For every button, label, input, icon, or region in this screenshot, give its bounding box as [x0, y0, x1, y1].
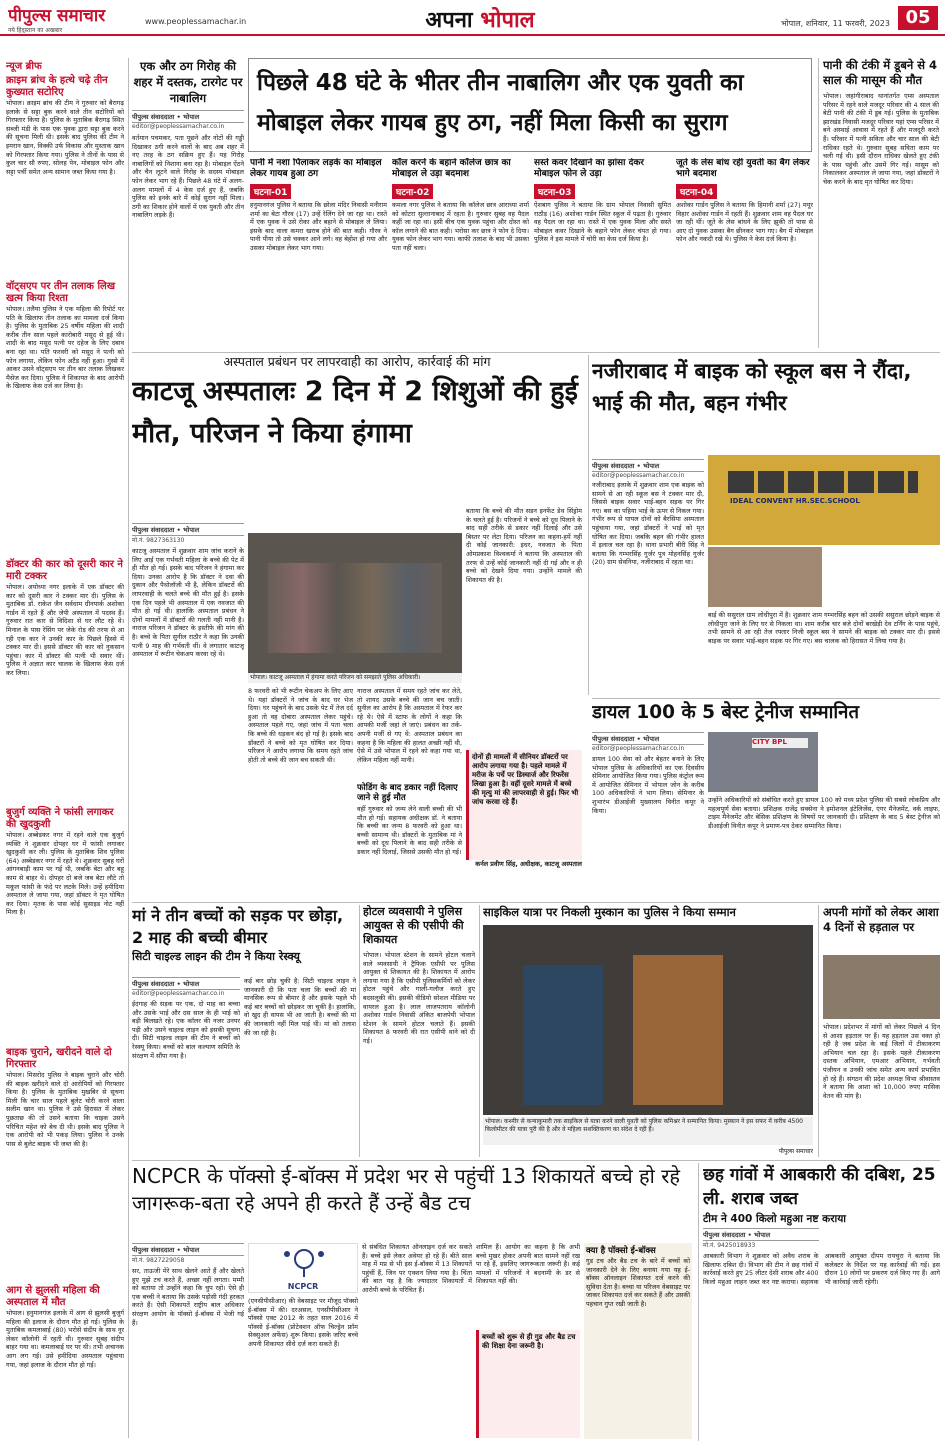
- brief-title: बुजुर्ग व्यक्ति ने फांसी लगाकर की खुदकुशी: [6, 807, 114, 830]
- thug-main-headline: पिछले 48 घंटे के भीतर तीन नाबालिग और एक युवती का मोबाइल लेकर गायब हुए ठग, नहीं मिला किसी का सुराग: [257, 70, 744, 136]
- brief-body: भोपाल। हनुमानगंज इलाके में आग से झुलसी बुजुर्ग महिला की इलाज के दौरान मौत हो गई। पुलिस के मुताबिक कमलाबाई (80) भरोसे संदीप के साथ नूर लेकर कॉलोनी में रहती थी। गुरुवार सुबह संदीप बाहर गया था। कमलाबाई घर पर थी। तभी अचानक आग लग गई। उसे हमीदिया अस्पताल पहुंचाया गया, जहां इलाज के दौरान मौत हो गई।: [6, 1309, 124, 1369]
- katju-col-1: [132, 523, 244, 893]
- asha-story: [823, 905, 940, 1157]
- mother-story: [132, 905, 356, 1157]
- brief-body: भोपाल। मिसरोद पुलिस ने बाइक चुराने और चोरी की बाइक खरीदने वाले दो आरोपियों को गिरफ्तार किया है। पुलिस के मुताबिक मुखबिर से सूचना मिली कि चार साल पहले बुलेट चोरी करने वाला सलीम खान था। पुलिस ने उसे हिरासत में लेकर पूछताछ की तो उसने बताया कि चाइक उसने परिचित महेश को बेच दी थी। इसके बाद पुलिस ने एक आरोपी को भी पकड़ लिया। पुलिस ने उनके पास से बुलेट बाइक भी जब्त की है।: [6, 1071, 124, 1148]
- byline: पीपुल्स संवाददाता • भोपाल: [703, 1228, 819, 1241]
- nazirabad-story: [592, 355, 940, 697]
- water-tank-headline: पानी की टंकी में डूबने से 4 साल की मासूम की मौत: [823, 58, 938, 87]
- logo-tagline: नये हिंदुस्तान का अखबार: [8, 27, 63, 33]
- cycle-photo: [483, 925, 813, 1115]
- katju-photo: [248, 533, 462, 673]
- column-divider: [818, 58, 819, 348]
- column-divider: [128, 58, 129, 1438]
- katju-body: 8 फरवरी को भी रूटीन चेकअप के लिए आए थे। यहां डॉक्टरों ने जांच के बाद घर भेज दिया। घर पहुंचने के बाद उसके पेट में तेज दर्द हुआ तो वह दोबारा अस्पताल लेकर पहुंचे। अस्पताल पहले गए, जहां जांच में पता चला कि बच्चे की धड़कन बंद हो गई है। इसके बाद डॉक्टरों ने बच्चे को मृत घोषित कर दिया। परिजन ने आरोप लगाया कि समय रहते जांच होती तो बच्चे की जान बच सकती थी।: [248, 687, 353, 764]
- dial100-story: [592, 700, 940, 900]
- incident-body: कमला नगर पुलिस ने बताया कि कॉलेज छात्र आराध्या शर्मा को कोटरा सुल्तानाबाद में रहता है। गुरुवार सुबह वह पैदल कहीं जा रहा था। इसी बीच एक युवक पहुंचा और दोस्त को कॉल लगाने की बात कही। भरोसा कर छात्र ने फोन दे दिया। युवक फोन लेकर भाग गया। काफी तलाश के बाद भी उसका पता नहीं चला।: [392, 201, 529, 252]
- brief-title: क्राइम ब्रांच के हत्थे चढ़े तीन कुख्यात सटोरिए: [6, 75, 108, 98]
- incident-tag: घटना-02: [392, 184, 433, 199]
- nazirabad-body: बाई की ससुराल ग्राम लोधीपुरा में है। शुक्रवार शाम गम्भरसिंह बहन को उसकी ससुराल छोड़ने बाइक से लोधीपुरा जाने के लिए घर से निकला था। शाम करीब चार बजे दोनों बरखेड़ी देव टर्निंग के पास पहुंचे, तभी सामने से आ रही तेज रफ्तार निजी स्कूल बस ने सामने की बाइक को टक्कर मार दी। इससे बाइक पर सवार भाई-बहन सड़क पर गिर गए। बस चालक को हिरासत में लिया गया है।: [708, 611, 940, 645]
- section-title: [390, 4, 570, 34]
- brief-body: भोपाल। अब्बेडकर नगर में रहने वाले एक बुजुर्ग व्यक्ति ने शुक्रवार दोपहर घर में फांसी लगाकर खुदकुशी कर ली। पुलिस के मुताबिक शिव पुलिस (64) अब्बेडकर नगर में रहते थे। शुक्रवार सुबह घरों आंगनबाड़ी काम पर गई थी, जबकि बेटा और बहू काम से बाहर थे। दोपहर दो बजे जब बेटा लौटे तो मकूल फांसी के फंदे पर लटके मिले। उन्हें हमीदिया अस्पताल ले जाया गया, जहां डॉक्टर ने मृत घोषित कर दिया। मृतक के पास कोई सुसाइड नोट नहीं मिला है।: [6, 831, 124, 917]
- incident-4: [676, 158, 813, 350]
- mother-body: कई बार छोड़ चुकी है: सिटी चाइल्ड लाइन ने जानकारी दी कि पता चला कि बच्चों की मां मानसिक रूप से बीमार है और इसके पहले भी कई बार बच्चों को छोड़कर जा चुकी है। हालांकि, वो खुद ही वापस भी आ जाती है। बच्चों की मां की जानकारी नहीं मिल पाई थी। मां को तलाश की जा रही है।: [244, 977, 356, 1037]
- incident-tag: घटना-03: [534, 184, 575, 199]
- byline: पीपुल्स संवाददाता • भोपाल: [132, 977, 240, 990]
- hotel-story: [363, 905, 475, 1157]
- byline: पीपुल्स संवाददाता • भोपाल: [132, 1243, 244, 1256]
- mother-subhead: सिटी चाइल्ड लाइन की टीम ने किया रेस्क्यू: [132, 950, 300, 963]
- incident-title: पानी में नशा पिलाकर लड़के का मोबाइल लेकर गायब हुआ ठग: [250, 158, 382, 179]
- ncpcr-body: से संबंधित शिकायत ऑनलाइन दर्ज कर सकते हैं। बच्चे इसे लेकर अवेयर हो रहे हैं। बीते साल माह में मप्र से भी इस ई-बॉक्स में 13 शिकायतें पहुंचीं हैं, जिन पर एक्शन लिया गया है। चिंता की बात यह है कि ज्यादातर शिकायतों में आरोपी बच्चे के परिचित हैं।: [362, 1243, 472, 1294]
- dateline: भोपाल, शनिवार, 11 फरवरी, 2023: [780, 19, 890, 28]
- ncpcr-story: [132, 1163, 692, 1441]
- incident-title: सस्ते कवर दिखाने का झांसा देकर मोबाइल फोन ले उड़ा: [534, 158, 644, 179]
- news-brief-tag: न्यूज ब्रीफ: [6, 61, 42, 72]
- water-tank-story: [823, 58, 939, 348]
- asha-headline: अपनी मांगों को लेकर आशा 4 दिनों से हड़ताल पर: [823, 905, 939, 934]
- incident-tag: घटना-04: [676, 184, 717, 199]
- ncpcr-logo-icon: [249, 1244, 358, 1278]
- incident-title: जूते के लेस बांध रही युवती का बैग लेकर भागे बदमाश: [676, 158, 810, 179]
- incident-body: हनुमानगंज पुलिस ने बताया कि छोला मंदिर निवासी मनीराम शर्मा का बेटा गौरव (17) उन्हें रेलिंग देने जा रहा था। रास्ते में एक युवक ने उसे रोका और बहाने से मोबाइल ले लिया। इसके बाद वाला कमरा खराब होने की बात कही। गौरव ने पानी पीया तो उसे चक्कर आने लगे। वह बेहोश हो गया और उसका मोबाइल लेकर भाग गया।: [250, 201, 387, 252]
- website-url[interactable]: www.peoplessamachar.in: [145, 17, 247, 26]
- thug-main-headline-box: [248, 58, 812, 152]
- pocso-box-title: क्या है पॉक्सो ई-बॉक्स: [586, 1246, 656, 1256]
- photo-figures: [633, 955, 723, 1105]
- page-number: 05: [898, 6, 938, 30]
- incident-tag: घटना-01: [250, 184, 291, 199]
- water-tank-body: भोपाल। जहांगीराबाद थानांतर्गत एम्स अस्पताल परिसर में रहने वाले मजदूर परिवार की 4 साल की बेटी पानी की टंकी में डूब गई। पुलिस के मुताबिक झारखंड निवासी मजदूर परिवार यहां एम्स परिसर में बने अस्थाई आवास में रहते हैं और मजदूरी करते हैं। परिवार में पत्नी सविता और चार साल की बेटी राधिका रहते थे। गुरुवार सुबह सविता काम पर चली गई थी। इसी दौरान राधिका खेलते हुए टंकी के पास पहुंची और उसमें गिर गई। मासूम को निकालकर अस्पताल ले जाया गया, जहां डॉक्टरों ने चेक करने के बाद मृत घोषित कर दिया।: [823, 92, 939, 186]
- mother-body: ईदगाह की सड़क पर एक, दो माह का बच्चा और उसके भाई और दस साल के ही भाई को बड़ी बिलखते रहे। एक कॉलर की नजर उनपर पड़ी और उसने चाइल्ड लाइन को इसकी सूचना दी। सिटी चाइल्ड लाइन की टीम ने बच्चों को रेस्क्यू किया। बच्चों को बाल कल्याण समिति के संरक्षण में सौंपा गया है।: [132, 1000, 240, 1060]
- email[interactable]: editor@peoplessamachar.co.in: [592, 745, 685, 752]
- cycle-caption: भोपाल। कश्मीर से कन्याकुमारी तक साइकिल से यात्रा करने वाली युवती को पुलिस कमिश्नर ने सम्मानित किया। मुस्कान ने इस सफर में करीब 4500 किलोमीटर की यात्रा पूरी की है और वे महिला सशक्तिकरण का संदेश दे रही हैं।: [483, 1117, 813, 1145]
- section-divider: [132, 902, 940, 903]
- katju-photo-caption: भोपाल। काटजू अस्पताल में हंगामा करते परिजन को समझाते पुलिस अधिकारी।: [248, 673, 462, 683]
- incident-2: [392, 158, 529, 350]
- brief-body: भोपाल। क्राइम ब्रांच की टीम ने गुरुवार को बैरागढ़ इलाके से सट्टा बुक करने वाले तीन सटोरियों को गिरफ्तार किया है। पुलिस के मुताबिक बैरागढ़ स्थित सब्जी मंडी के पास एक युवक द्वारा सट्टा बुक करने की सूचना मिली थी। इसके बाद पुलिस की टीम ने इमरान खान, विक्की उर्फ विकास और मुस्ताक खान को गिरफ्तार किया गया। पुलिस ने तीनों के पास से कुल चार सौ रुपए, सोलह पेन, मोबाइल फोन और सट्टा पर्ची समेत अन्य सामान जब्त किया गया है।: [6, 99, 124, 176]
- email[interactable]: editor@peoplessamachar.co.in: [132, 123, 225, 130]
- column-divider: [818, 905, 819, 1157]
- newspaper-logo: [8, 3, 138, 33]
- reporter-mobile: मो.नं. 9827363130: [132, 537, 185, 544]
- cycle-credit: पीपुल्स समाचार: [778, 1148, 813, 1155]
- cycle-headline: साइकिल यात्रा पर निकली मुस्कान का पुलिस ने किया सम्मान: [483, 905, 736, 919]
- bus-school-text: IDEAL CONVENT HR.SEC.SCHOOL: [730, 497, 860, 505]
- brief-body: भोपाल। अयोध्या नगर इलाके में एक डॉक्टर की कार को दूसरी कार ने टक्कर मार दी। पुलिस के मुताबिक डॉ. राकेश जैन सर्वधाम ग्रीनपार्क अशोका गार्डन में रहते हैं और जेपी अस्पताल में पदस्थ हैं। गुरुवार रात कार से विदिशा से घर लौट रहे थे। मिनाल के पास रेसिंग पर जेके रोड की तरफ से आ रही एक कार ने उनकी कार के पिछले हिस्से में टक्कर मार दी। इससे डॉक्टर की कार को नुकसान पहुंचा। कार में डॉक्टर की पत्नी भी सवार थीं। पुलिस ने अज्ञात कार चालक के खिलाफ केस दर्ज कर लिया।: [6, 583, 124, 677]
- incident-body: ऐशबाग पुलिस ने बताया कि ग्राम भोपाल निवासी सुमित राठौड़ (16) अशोका गार्डन स्थित स्कूल में पढ़ता है। गुरुवार वह पैदल जा रहा था। रास्ते में एक युवक मिला और सस्ते मोबाइल कवर दिखाने के बहाने फोन लेकर चंपत हो गया। पुलिस ने इस मामले में चोरी का केस दर्ज किया है।: [534, 201, 671, 244]
- section-divider: [592, 698, 940, 699]
- katju-story: [132, 355, 582, 895]
- byline: पीपुल्स संवाददाता • भोपाल: [132, 110, 244, 123]
- byline: पीपुल्स संवाददाता • भोपाल: [132, 523, 244, 536]
- excise-story: [703, 1163, 940, 1441]
- photo-figures: [523, 965, 603, 1105]
- ncpcr-body: सर, ताऊजी मेरे साथ खेलने आते हैं और खेलते हुए मुझे टच करते हैं, अच्छा नहीं लगता। मम्मी को बताया तो उन्होंने कहा कि चुप रहो। ऐसे ही एक बच्ची ने बताया कि उसके पड़ोसी गंदी हरकत करते हैं। ऐसी शिकायतें राष्ट्रीय बाल अधिकार संरक्षण आयोग के पॉक्सो ई-बॉक्स में भेजी गई हैं।: [132, 1267, 244, 1327]
- column-divider: [698, 1163, 699, 1441]
- nazirabad-headline: नजीराबाद में बाइक को स्कूल बस ने रौंदा, भाई की मौत, बहन गंभीर: [592, 359, 912, 415]
- katju-col-3: [357, 687, 462, 893]
- section-title-b: भोपाल: [480, 7, 535, 33]
- section-divider: [132, 1160, 940, 1161]
- katju-headline: काटजू अस्पतालः 2 दिन में 2 शिशुओं की हुई मौत, परिजन ने किया हंगामा: [132, 376, 578, 450]
- pocso-box-body: गुड टच और बैड टच के बारे में बच्चों को जानकारी देने के लिए बनाया गया यह ई-बॉक्स ऑनलाइन शिकायत दर्ज करने की सुविधा देता है। बच्चा या परिजन वेबसाइट पर जाकर शिकायत दर्ज कर सकते हैं और उसकी पहचान गुप्त रखी जाती है।: [586, 1257, 690, 1308]
- katju-quote: दोनों ही मामलों में सीनियर डॉक्टरों पर आरोप लगाया गया है। पहले मामले में मरीज के पर्चे पर डिस्चार्ज और रिफरेंस लिखा हुआ है। वहीं दूसरे मामले में बच्चे की मृत्यु मां की लापरवाही से हुई। फिर भी जांच करवा रहे हैं।: [466, 750, 582, 860]
- katju-body: वहीं गुरुवार को जन्म लेने वाली बच्ची की भी मौत हो गई। सहायक अधीक्षक डॉ. ने बताया कि बच्ची का जन्म 8 फरवरी को हुआ था। बच्ची सामान्य थी। डॉक्टरों के मुताबिक मां ने बच्ची को दूध पिलाने के बाद सही तरीके से डकार नहीं दिलाई, जिससे उसकी मौत हो गई।: [357, 805, 462, 856]
- ncpcr-quote: बच्चों को शुरू से ही गुड और बैड टच की शिक्षा देना जरूरी है।: [476, 1330, 580, 1438]
- dial100-body: उन्होंने अधिकारियों को संबोधित करते हुए डायल 100 को मध्य प्रदेश पुलिस की सबसे लोकप्रिय और महत्वपूर्ण सेवा बताया। प्रशिक्षक राजेंद्र सक्सेना ने इमोशनल इंटेलिजेंस, एंगर मैनेजमेंट, वर्क लाइफ, टाइम मैनेजमेंट और बेसिक प्रशिक्षण के विषयों पर जानकारी दी। प्रशिक्षण के बाद 5 बेस्ट ट्रेनीज को डीआईजी विनीत कपूर ने प्रमाण-पत्र देकर सम्मानित किया।: [708, 796, 940, 830]
- ncpcr-col-4: [476, 1243, 580, 1439]
- katju-body: काटजू अस्पताल में शुक्रवार शाम जांच कराने के लिए आई एक गर्भवती महिला के बच्चे की पेट में ही मौत हो गई। इसके बाद परिजन ने हंगामा कर दिया। उनका आरोप है कि डॉक्टर ने दवा की दुकान और पैथोलॉजी भी है, लेकिन डॉक्टरों की लापरवाही के चलते बच्चे की मौत हुई है। इसके एक दिन पहले भी अस्पताल में एक नवजात की मौत हो गई थी। हालांकि अस्पताल प्रबंधन ने दोनों मामलों में डॉक्टरों की गलती नहीं मानी है। नाराज परिजन ने डॉक्टर के इस्तीफे की मांग की है। बच्चे के पिता सुनील राठौर ने कहा कि उनकी पत्नी 9 माह की गर्भवती थीं। वे लगातार काटजू अस्पताल में रूटीन चेकअप करवा रहे थे।: [132, 547, 244, 659]
- dial100-photo: [708, 732, 818, 792]
- school-bus-photo: [708, 455, 940, 545]
- mother-col-1: [132, 977, 240, 1155]
- logo-text: पीपुल्स समाचार: [8, 6, 106, 26]
- brief-title: वॉट्सएप पर तीन तलाक लिख खत्म किया रिश्ता: [6, 281, 115, 304]
- email[interactable]: editor@peoplessamachar.co.in: [592, 472, 685, 479]
- katju-subhead: फोडिंग के बाद डकार नहीं दिलाए जाने से हुई मौत: [357, 783, 458, 803]
- dial100-col-1: [592, 732, 704, 898]
- pocso-box: [584, 1243, 692, 1439]
- ncpcr-logo-text: NCPCR: [287, 1282, 319, 1291]
- cycle-story: [483, 905, 813, 1157]
- byline: पीपुल्स संवाददाता • भोपाल: [592, 732, 704, 745]
- masthead: [0, 0, 945, 36]
- brief-title: बाइक चुराने, खरीदने वाले दो गिरफ्तार: [6, 1047, 112, 1070]
- byline: पीपुल्स संवाददाता • भोपाल: [592, 459, 704, 472]
- reporter-mobile: मो.नं. 9827229058: [132, 1257, 185, 1264]
- bus-windows: [728, 471, 918, 493]
- katju-col-4: [466, 507, 582, 893]
- column-divider: [588, 355, 589, 695]
- thug-side-body: वर्तमान पचमकर, पता पूछने और नोटों की गड्डी दिखाकर ठगी करने वालों के बाद अब शहर में नए तरह के ठग सक्रिय हुए हैं। यह गिरोह नाबालिगों को निशाना बना रहा है। मोबाइल ऐंठने और चैन लूटने वाले गिरोह के सदस्य मोबाइल फोन लेकर भाग रहे हैं। पिछले 48 घंटे में अलग-अलग मामलों में 4 केस दर्ज हुए हैं, जबकि पुलिस को इनके बारे में कोई सुराग नहीं मिला। ठगी का शिकार होने वालों में एक युवती और तीन नाबालिग लड़के हैं।: [132, 134, 244, 220]
- nazirabad-body: नजीराबाद इलाके में शुक्रवार शाम एक बाइक को सामने से आ रही स्कूल बस ने टक्कर मार दी, जिससे बाइक सवार भाई-बहन सड़क पर गिर गए। बस का पहिया भाई के ऊपर से निकल गया। गंभीर रूप से घायल दोनों को बैरसिया अस्पताल पहुंचाया गया, जहां डॉक्टरों ने भाई को मृत घोषित कर दिया। जबकि बहन की गंभीर हालत में इलाज चल रहा है। थाना प्रभारी बीरी सिंह ने बताया कि गम्भरसिंह गुर्जर पुत्र मोहनसिंह गुर्जर (20) ग्राम सेवनिया, नजीराबाद में रहता था।: [592, 481, 704, 567]
- excise-subhead: टीम ने 400 किलो महुआ नष्ट कराया: [703, 1213, 847, 1225]
- brief-title: आग से झुलसी महिला की अस्पताल में मौत: [6, 1285, 100, 1308]
- brief-body: भोपाल। तलैया पुलिस ने एक महिला की रिपोर्ट पर पति के खिलाफ तीन तलाक का मामला दर्ज किया है। पुलिस के मुताबिक 25 वर्षीय महिला की शादी करीब तीन साल पहले कारोबारी मसूद से हुई थी। शादी के बाद मसूद पत्नी पर दहेज के लिए दबाव बना रहा था। पति फरवरी को मसूद ने पत्नी को फोन लगाया, लेकिन फोन अटैंड नहीं हुआ। गुस्से में आकर उसने वॉट्सएप पर तीन बार तलाक लिखकर मैसेज कर दिया। पुलिस ने शिकायत के बाद आरोपी के खिलाफ केस दर्ज कर लिया है।: [6, 305, 124, 391]
- column-divider: [359, 905, 360, 1157]
- photo-figures: [268, 563, 442, 653]
- incident-3: [534, 158, 671, 350]
- incident-title: कॉल करने के बहाने कॉलेज छात्र का मोबाइल ले उड़ा बदमाश: [392, 158, 511, 179]
- mother-headline: मां ने तीन बच्चों को सड़क पर छोड़ा, 2 माह की बच्ची बीमार: [132, 906, 344, 947]
- ncpcr-body: (एनसीपीसीआर) की वेबसाइट पर मौजूद पॉक्सो ई-बॉक्स में की। दरअसल, एनसीपीसीआर ने पॉक्सो एक्ट 2012 के तहत साल 2016 में पॉक्सो ई-बॉक्स (प्रोटेक्शन ऑफ चिल्ड्रेन फ्रॉम सेक्सुअल अफेंस) शुरू किया। इसके जरिए बच्चे अपनी शिकायत सीधे दर्ज करा सकते हैं।: [248, 1297, 358, 1348]
- reporter-mobile: मो.नं. 9425018933: [703, 1242, 756, 1249]
- hotel-headline: होटल व्यवसायी ने पुलिस आयुक्त से की एसीपी की शिकायत: [363, 905, 464, 946]
- email[interactable]: editor@peoplessamachar.co.in: [132, 990, 225, 997]
- thug-side-headline: एक और ठग गिरोह की शहर में दस्तक, टारगेट पर नाबालिग: [133, 59, 243, 105]
- ncpcr-col-1: [132, 1243, 244, 1439]
- katju-kicker: अस्पताल प्रबंधन पर लापरवाही का आरोप, कार्रवाई की मांग: [223, 355, 491, 369]
- hotel-body: भोपाल। भोपाल स्टेशन के सामने होटल चलाने वाले व्यवसायी ने ट्रैफिक एसीपी पर पुलिस आयुक्त से शिकायत की है। शिकायत में आरोप लगाया गया है कि एसीपी पुलिसकर्मियों को लेकर होटल पहुंचे और गाली-गलौज करते हुए बदसलूकी की। इसकी वीडियो सोशल मीडिया पर वायरल हुआ है। लाल लाजपतराय कॉलोनी अशोका गार्डन निवासी अंकित बाजपेयी भोपाल स्टेशन के सामने होटल चलाते हैं। इसकी शिकायत 8 फरवरी की रात एसीपी थाने को दी गई।: [363, 951, 475, 1045]
- dial100-body: डायल 100 सेवा को और बेहतर बनाने के लिए भोपाल पुलिस के अधिकारियों का एक दिवसीय सेमिनार आयोजित किया गया। पुलिस कंट्रोल रूम में आयोजित सेमिनार में भोपाल जोन के करीब 100 अधिकारियों ने भाग लिया। सेमिनार के शुभारंभ डीआईजी मुख्यालय विनीत कपूर ने किया।: [592, 755, 704, 815]
- asha-photo: [823, 955, 940, 1019]
- excise-headline: छह गांवों में आबकारी की दबिश, 25 ली. शराब जब्त: [703, 1165, 936, 1209]
- victim-photo: [708, 547, 822, 607]
- photo-sign: CITY BPL: [752, 738, 808, 748]
- news-brief-column: [6, 58, 124, 1438]
- ncpcr-body: शामिल हैं। आयोग का कहना है कि अभी बच्चे मुखर होकर अपनी बात सामने नहीं रख पा रहे हैं, इसलिए जागरूकता जरूरी है। कई मामलों में परिजनों ने बदनामी के डर से शिकायत नहीं की।: [476, 1243, 580, 1286]
- dial100-headline: डायल 100 के 5 बेस्ट ट्रेनीज सम्मानित: [592, 702, 859, 723]
- katju-quote-author: कर्नल प्रवीण सिंह, अधीक्षक, काटजू अस्पताल: [475, 860, 582, 868]
- excise-body: आबकारी विभाग ने शुक्रवार को अवैध शराब के खिलाफ दबिश दी। विभाग की टीम ने छह गांवों में कार्रवाई करते हुए 25 लीटर देशी शराब और 400 किलो महुआ लाहन जब्त कर नष्ट कराया। सहायक आबकारी आयुक्त दीपम रायचुरा ने बताया कि कलेक्टर के निर्देश पर यह कार्रवाई की गई। इस दौरान 10 लोगों पर प्रकरण दर्ज किए गए हैं। आगे भी कार्रवाई जारी रहेगी।: [703, 1252, 940, 1286]
- asha-body: भोपाल। प्रदेशभर में मांगों को लेकर पिछले 4 दिन से आशा हड़ताल पर हैं। यह हड़ताल उस वक्त हो रही है जब प्रदेश के कई जिलों में टीकाकरण अभियान चल रहा है। इसके पहले टीकाकरण दस्तक अभियान, एमआर अभियान, गर्भवती पंजीयन व उनकी जांच समेत अन्य कार्य प्रभावित हो रहे हैं। संगठन की प्रदेश अध्यक्ष विभा श्रीवास्तव ने बताया कि आशा को 10,000 रुपए मासिक वेतन की मांग है।: [823, 1023, 940, 1100]
- nazirabad-col-1: [592, 459, 704, 695]
- ncpcr-headline: NCPCR के पॉक्सो ई-बॉक्स में प्रदेश भर से पहुंचीं 13 शिकायतें बच्चे हो रहे जागरूक-बता रहे अपने ही करते हैं उन्हें बैड टच: [132, 1164, 681, 1215]
- katju-body: नाराज अस्पताल में समय रहते जांच कर लेते, तो शायद उसके बच्चे की जान बच जाती। सुनील का आरोप है कि अस्पताल में रेफर कर रहे थे। ऐसे में स्टाफ के लोगों ने कहा कि आपकी मर्जी जहां ले जाएं। प्रबंधन का तर्क- अपनी मर्जी से गए थे: अस्पताल प्रबंधन का कहना है कि महिला की हालत अच्छी नहीं थी, ऐसे में उसे भोपाल में रहने को कहा गया था, लेकिन महिला नहीं मानी।: [357, 687, 462, 764]
- katju-body: बताया कि बच्चे की मौत सडन इनफेंट डेथ सिंड्रोम के चलते हुई है। परिजनों ने बच्चे को दूध पिलाने के बाद सही तरीके से डकार नहीं दिलाई और उसे बिस्तर पर लेटा दिया। परिजन का कहना-हमें नहीं दी कोई जानकारी: इधर, नवजात के पिता ओमप्रकाश विश्वकर्मा ने बताया कि अस्पताल की तरफ से उन्हें कोई जानकारी नहीं दी गई और न ही बच्चे को देखने दिया गया। उन्होंने मामले की शिकायत की है।: [466, 507, 582, 584]
- thug-side-story: [132, 58, 244, 348]
- ncpcr-logo: [248, 1243, 358, 1293]
- section-title-a: अपना: [425, 7, 473, 33]
- incident-1: [250, 158, 387, 350]
- section-divider: [132, 352, 940, 353]
- incident-body: अशोका गार्डन पुलिस ने बताया कि हिमानी शर्मा (27) मयूर विहार अशोका गार्डन में रहती हैं। शुक्रवार शाम वह पैदल घर जा रही थीं। जूते के लेस बांधने के लिए झुकी तो पास से आए दो युवक उसका बैग छीनकर भाग गए। बैग में मोबाइल फोन और नकदी रखे थे। पुलिस ने केस दर्ज किया है।: [676, 201, 813, 244]
- brief-title: डॉक्टर की कार को दूसरी कार ने मारी टक्कर: [6, 559, 123, 582]
- column-divider: [479, 905, 480, 1157]
